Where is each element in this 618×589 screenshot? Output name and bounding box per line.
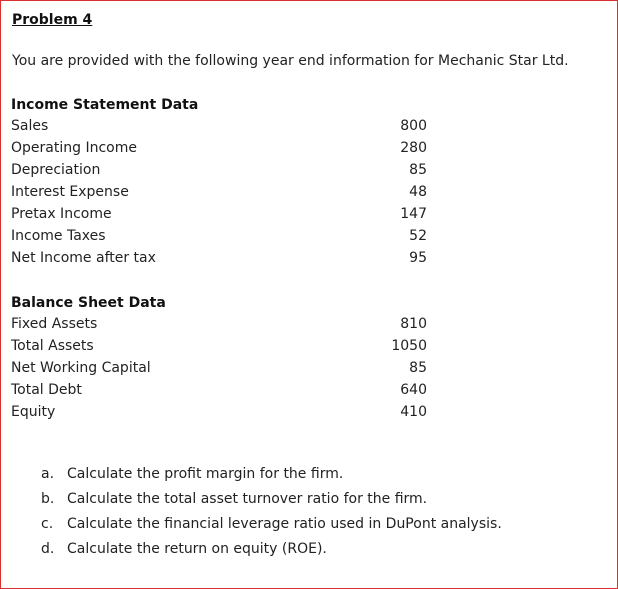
income-row-interest-expense: [11, 184, 427, 206]
row-label: Depreciation: [11, 162, 101, 178]
row-value: 52: [409, 228, 427, 244]
balance-row-total-assets: [11, 338, 427, 360]
row-label: Total Assets: [11, 338, 94, 354]
row-label: Total Debt: [11, 382, 82, 398]
question-text: Calculate the total asset turnover ratio for the firm.: [67, 491, 428, 507]
balance-sheet-heading: Balance Sheet Data: [11, 295, 166, 311]
question-text: Calculate the return on equity (ROE).: [67, 541, 327, 557]
row-value: 85: [409, 162, 427, 178]
balance-row-total-debt: [11, 382, 427, 404]
income-row-income-taxes: [11, 228, 427, 250]
question-letter: b.: [41, 491, 55, 507]
question-item-b: [41, 491, 502, 516]
question-letter: d.: [41, 541, 55, 557]
problem-title: Problem 4: [12, 12, 93, 28]
row-label: Net Income after tax: [11, 250, 156, 266]
row-label: Operating Income: [11, 140, 137, 156]
income-row-operating-income: [11, 140, 427, 162]
row-value: 147: [400, 206, 427, 222]
row-value: 85: [409, 360, 427, 376]
question-list: [41, 466, 502, 566]
question-item-c: [41, 516, 502, 541]
income-row-depreciation: [11, 162, 427, 184]
income-row-pretax-income: [11, 206, 427, 228]
row-label: Equity: [11, 404, 56, 420]
row-value: 800: [400, 118, 427, 134]
row-label: Fixed Assets: [11, 316, 98, 332]
intro-text: You are provided with the following year end information for Mechanic Star Ltd.: [12, 53, 569, 69]
question-letter: c.: [41, 516, 54, 532]
row-label: Sales: [11, 118, 49, 134]
balance-row-fixed-assets: [11, 316, 427, 338]
row-label: Net Working Capital: [11, 360, 151, 376]
question-letter: a.: [41, 466, 55, 482]
row-value: 280: [400, 140, 427, 156]
row-value: 810: [400, 316, 427, 332]
balance-row-equity: [11, 404, 427, 426]
question-text: Calculate the profit margin for the firm.: [67, 466, 344, 482]
row-label: Income Taxes: [11, 228, 106, 244]
balance-row-net-working-capital: [11, 360, 427, 382]
row-value: 640: [400, 382, 427, 398]
question-text: Calculate the financial leverage ratio used in DuPont analysis.: [67, 516, 502, 532]
income-row-net-income: [11, 250, 427, 272]
row-label: Pretax Income: [11, 206, 112, 222]
income-row-sales: [11, 118, 427, 140]
row-value: 1050: [391, 338, 427, 354]
question-item-d: [41, 541, 502, 566]
row-label: Interest Expense: [11, 184, 129, 200]
question-item-a: [41, 466, 502, 491]
row-value: 95: [409, 250, 427, 266]
income-statement-heading: Income Statement Data: [11, 97, 199, 113]
row-value: 48: [409, 184, 427, 200]
row-value: 410: [400, 404, 427, 420]
